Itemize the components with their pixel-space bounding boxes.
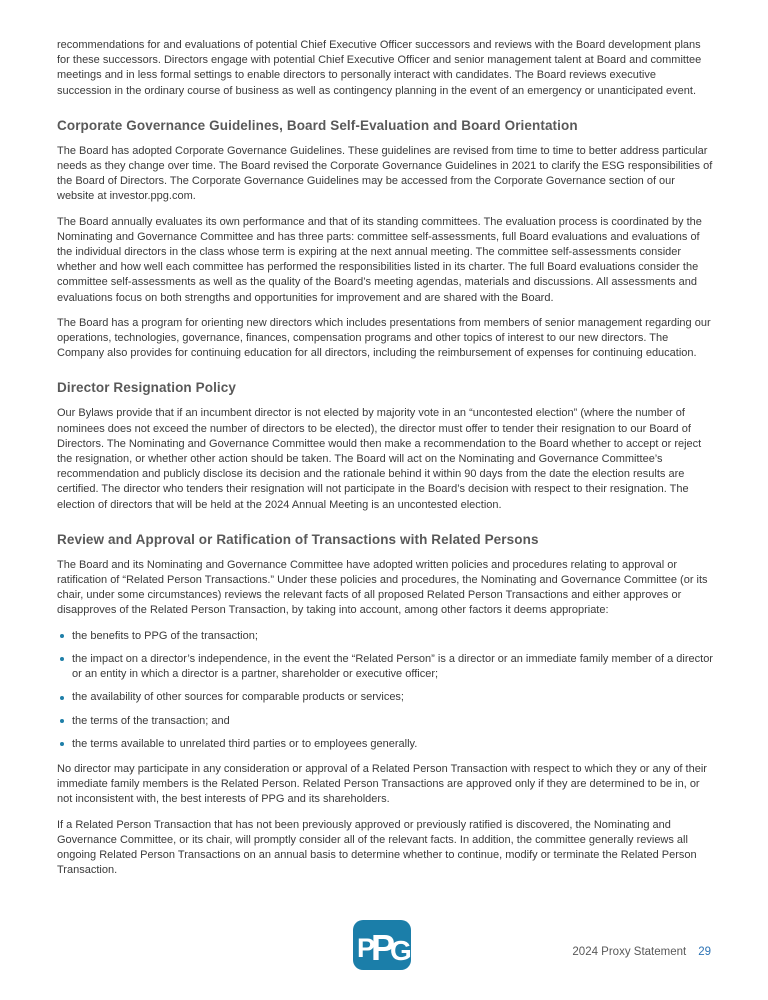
list-item-text: the impact on a director’s independence, in the event the “Related Person” is a director or an immediate family member of a director or an entity in which a director is a partner, shareholder or executive officer; xyxy=(72,652,713,681)
bullet-icon xyxy=(60,719,64,723)
bullet-icon xyxy=(60,634,64,638)
list-item-text: the terms available to unrelated third parties or to employees generally. xyxy=(72,737,418,750)
svg-text:G: G xyxy=(390,935,412,966)
bullet-icon xyxy=(60,696,64,700)
list-item xyxy=(57,737,713,752)
bullet-icon xyxy=(60,742,64,746)
intro-paragraph: recommendations for and evaluations of potential Chief Executive Officer successors and reviews with the Board development plans for these successors. Directors engage with potential Chief Executive Officer and senior management talent at Board and committee meetings and in less formal settings to enable directors to personally interact with candidates. The Board reviews executive succession in the ordinary course of business as well as contingency planning in the event of an emergency or unanticipated event. xyxy=(57,39,702,97)
paragraph: The Board has a program for orienting new directors which includes presentations from members of senior management regarding our operations, technologies, governance, finances, compensation programs and other topics of interest to our new directors. The Company also provides for continuing education for all directors, including the reimbursement of expenses for continuing education. xyxy=(57,316,711,360)
paragraph: No director may participate in any consideration or approval of a Related Person Transaction with respect to which they or any of their immediate family members is the Related Person. Related Person Transactions are approved only if they are determined to be in, or not inconsistent with, the best interests of PPG and its shareholders. xyxy=(57,762,707,806)
svg-text:P: P xyxy=(357,933,374,963)
related-person-factors-list xyxy=(57,629,713,752)
footer-label: 2024 Proxy Statement xyxy=(572,946,687,958)
list-item-text: the terms of the transaction; and xyxy=(72,714,230,727)
paragraph: The Board has adopted Corporate Governance Guidelines. These guidelines are revised from time to time to better address particular needs as they change over time. The Board revised the Corporate Governance Guidelines in 2021 to clarify the ESG responsibilities of the Board of Directors. The Corporate Governance Guidelines may be accessed from the Corporate Governance section of our website at investor.ppg.com. xyxy=(57,144,713,203)
list-item-text: the benefits to PPG of the transaction; xyxy=(72,629,258,642)
svg-text:P: P xyxy=(371,927,394,968)
heading-corporate-governance-guidelines: Corporate Governance Guidelines, Board Self-Evaluation and Board Orientation xyxy=(57,117,578,133)
heading-related-persons-transactions: Review and Approval or Ratification of Transactions with Related Persons xyxy=(57,531,539,547)
page-content xyxy=(57,38,713,888)
footer xyxy=(572,946,711,958)
paragraph: Our Bylaws provide that if an incumbent director is not elected by majority vote in an “uncontested election” (where the number of nominees does not exceed the number of directors to be elected), the director must offer to tender their resignation to our Board of Directors. The Nominating and Governance Committee would then make a recommendation to the Board whether to accept or reject the resignation, or whether other action should be taken. The Board will act on the Nominating and Governance Committee’s recommendation and publicly disclose its decision and the rationale behind it within 90 days from the date the election results are certified. The director who tenders their resignation will not participate in the Board’s decision with respect to their resignation. The election of directors that will be held at the 2024 Annual Meeting is an uncontested election. xyxy=(57,407,702,511)
list-item-text: the availability of other sources for comparable products or services; xyxy=(72,691,404,704)
paragraph: The Board and its Nominating and Governance Committee have adopted written policies and procedures relating to approval or ratification of “Related Person Transactions.” Under these policies and procedures, the Nominating and Governance Committee (or its chair, under some circumstances) reviews the relevant facts of all proposed Related Person Transactions and either approves or disapproves of the Related Person Transaction, by taking into account, among other factors it deems appropriate: xyxy=(57,558,708,617)
list-item xyxy=(57,652,713,682)
list-item xyxy=(57,690,713,705)
list-item xyxy=(57,714,713,729)
ppg-logo-icon xyxy=(352,919,412,973)
paragraph: The Board annually evaluates its own performance and that of its standing committees. The evaluation process is coordinated by the Nominating and Governance Committee and has three parts: committee self-assessments, full Board evaluations and evaluations of the individual directors in the class whose term is expiring at the next annual meeting. The committee self-assessments consider whether and how well each committee has performed the responsibilities listed in its charter. The full Board evaluations consider the committee self-assessments as well as the quality of the Board’s meeting agendas, materials and discussions. All assessments and evaluations focus on both strengths and opportunities for improvement and are shared with the Board. xyxy=(57,215,702,304)
list-item xyxy=(57,629,713,644)
heading-director-resignation-policy: Director Resignation Policy xyxy=(57,380,236,396)
bullet-icon xyxy=(60,657,64,661)
page-number: 29 xyxy=(698,946,711,958)
paragraph: If a Related Person Transaction that has not been previously approved or previously ratified is discovered, the Nominating and Governance Committee, or its chair, will promptly consider all of the relevant facts. In addition, the committee generally reviews all ongoing Related Person Transactions on an annual basis to determine whether to continue, modify or terminate the Related Person Transaction. xyxy=(57,818,697,877)
